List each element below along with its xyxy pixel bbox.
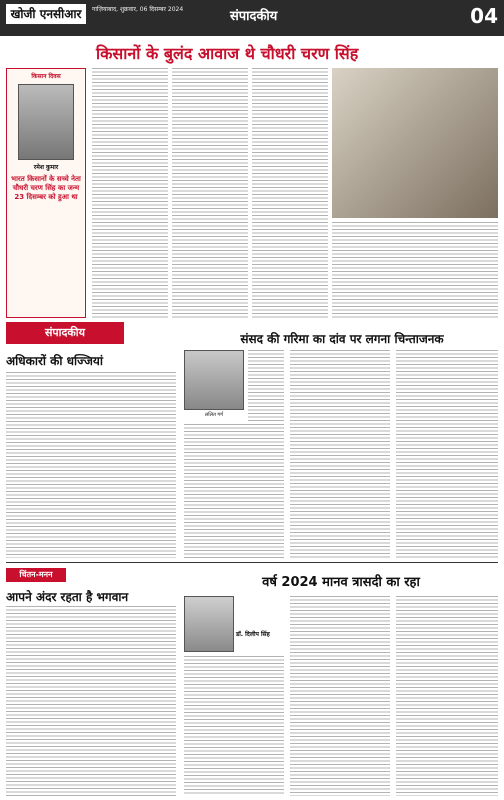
profile-label: किसान दिवस xyxy=(31,73,61,80)
article-column xyxy=(290,596,390,796)
article-column xyxy=(172,68,248,318)
bottom-left-headline: आपने अंदर रहता है भगवान xyxy=(6,590,129,604)
page-number: 04 xyxy=(470,4,498,28)
author-name: डॉ. दिलीप सिंह xyxy=(236,631,270,638)
article-column xyxy=(184,424,284,558)
article-column xyxy=(92,68,168,318)
profile-box xyxy=(6,68,86,318)
article-column xyxy=(332,222,498,318)
article-column xyxy=(290,350,390,558)
bottom-right-headline: वर्ष 2024 मानव त्रासदी का रहा xyxy=(262,575,420,590)
newspaper-brand: खोजी एनसीआर xyxy=(6,4,86,24)
article-column xyxy=(248,350,284,422)
dateline: गाज़ियाबाद, शुक्रवार, 06 दिसम्बर 2024 xyxy=(92,6,184,13)
masthead xyxy=(0,0,504,36)
lead-headline: किसानों के बुलंद आवाज थे चौधरी चरण सिंह xyxy=(96,44,359,63)
editorial-banner: संपादकीय xyxy=(6,322,124,344)
editorial-text xyxy=(6,372,176,558)
author-name: ललित गर्ग xyxy=(204,412,224,418)
rally-photo xyxy=(332,68,498,218)
profile-photo xyxy=(18,84,74,160)
article-column xyxy=(252,68,328,318)
article-column xyxy=(184,656,284,796)
article-column xyxy=(396,596,498,796)
section-divider xyxy=(6,562,498,563)
author-photo xyxy=(184,350,244,410)
lead-article xyxy=(92,68,498,318)
section-title: संपादकीय xyxy=(230,9,278,24)
profile-name: रमेश कुमार xyxy=(33,164,59,171)
section-tag: चिंतन-मनन xyxy=(6,568,66,582)
editorial-headline: अधिकारों की धज्जियां xyxy=(6,354,104,368)
article-column xyxy=(6,606,176,796)
story2-headline: संसद की गरिमा का दांव पर लगना चिन्ताजनक xyxy=(240,332,444,346)
article-column xyxy=(396,350,498,558)
profile-quote: भारत किसानों के सच्चे नेता चौधरी चरण सिंह का जन्म 23 दिसम्बर को हुआ था xyxy=(11,175,81,201)
author-photo xyxy=(184,596,234,652)
